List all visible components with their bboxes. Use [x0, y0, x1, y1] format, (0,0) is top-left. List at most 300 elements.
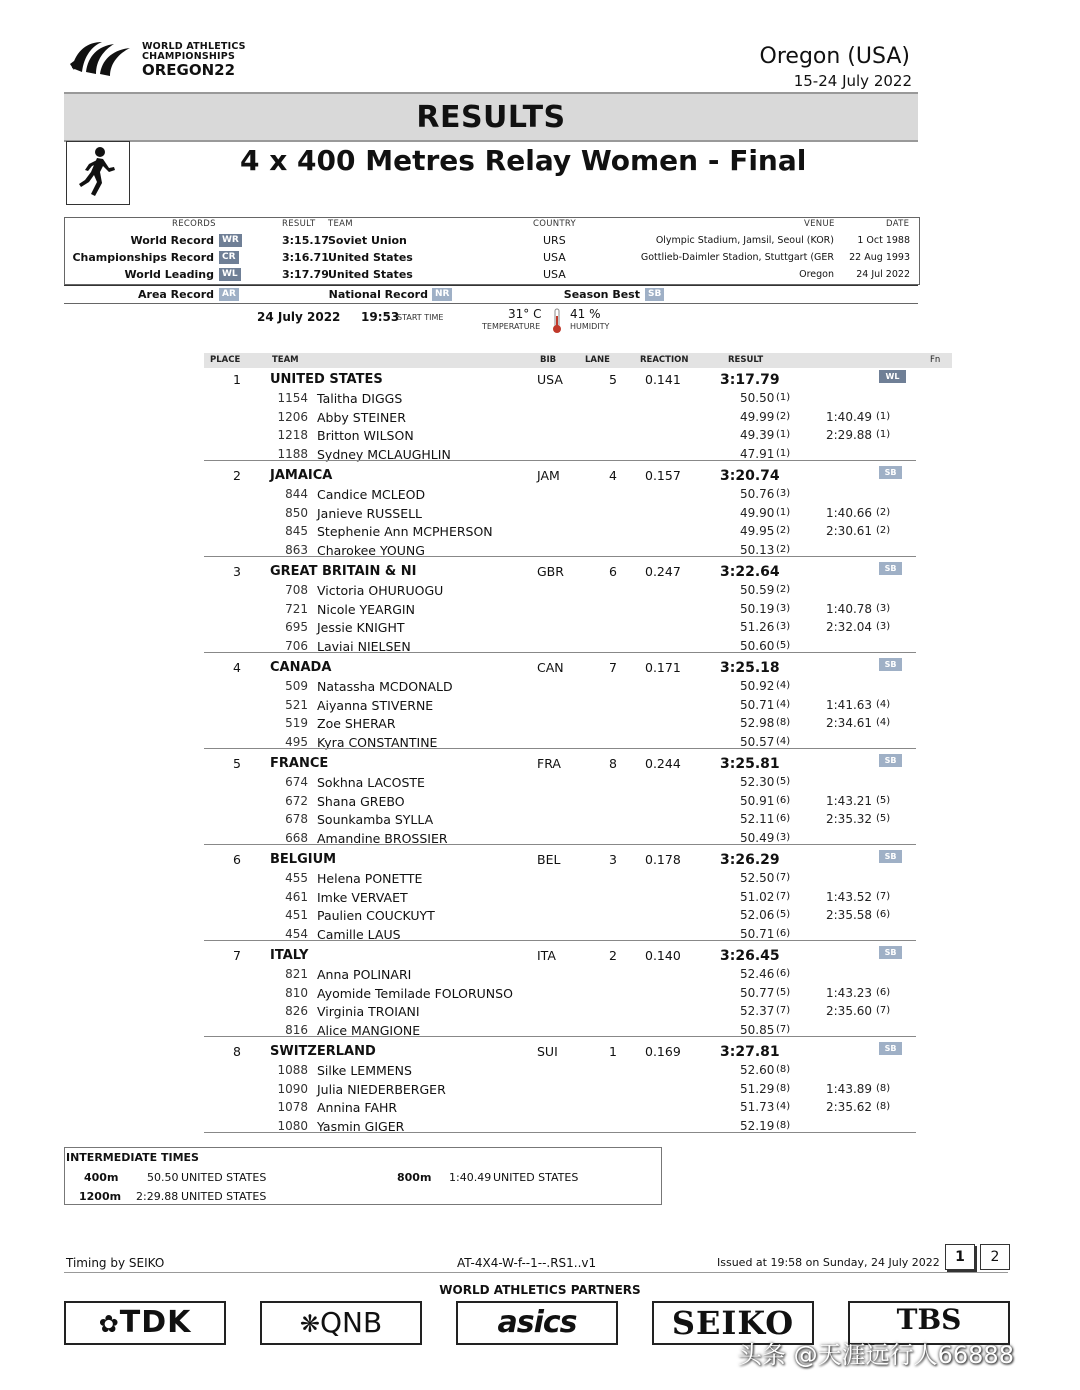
athlete-split-rank: (5) [776, 639, 791, 651]
record-country: URS [543, 234, 566, 247]
athlete-cumulative-rank: (4) [876, 698, 891, 710]
athlete-bib: 1188 [277, 446, 308, 461]
athlete-cumulative-rank: (5) [876, 813, 891, 824]
athlete-bib: 845 [285, 524, 308, 538]
team-country-code: USA [537, 372, 563, 387]
athlete-split-rank: (1) [776, 506, 791, 518]
athlete-name: Ayomide Temilade FOLORUNSO [317, 985, 513, 1001]
athlete-bib: 821 [285, 967, 308, 981]
athlete-split: 49.39 [740, 428, 775, 442]
athlete-cumulative: 2:35.60 [826, 1004, 873, 1018]
athlete-split: 52.98 [740, 716, 775, 730]
team-reaction: 0.178 [645, 852, 681, 867]
records-header-country: COUNTRY [533, 219, 577, 229]
athlete-split: 51.29 [740, 1081, 775, 1096]
season-best-badge: SB [645, 288, 664, 301]
athlete-bib: 706 [285, 638, 308, 653]
championships-logo-text [142, 42, 246, 78]
record-result: 3:17.79 [282, 268, 329, 281]
athlete-split: 50.76 [740, 487, 775, 501]
athlete-name: Aiyanna STIVERNE [317, 697, 434, 713]
team-lane: 7 [609, 660, 617, 675]
intermediate-team: UNITED STATES [181, 1171, 267, 1184]
team-name: BELGIUM [270, 852, 337, 867]
athlete-name: Stephenie Ann MCPHERSON [317, 524, 493, 539]
athlete-name: Shana GREBO [317, 793, 405, 809]
athlete-split-rank: (7) [776, 890, 791, 902]
national-record-badge: NR [432, 288, 452, 301]
logo-line-3: OREGON22 [142, 61, 236, 79]
team-name: UNITED STATES [270, 372, 383, 387]
footer-divider [64, 1272, 1008, 1273]
athlete-cumulative: 2:35.32 [826, 812, 873, 826]
athlete-name: Imke VERVAET [317, 889, 408, 905]
athlete-name: Silke LEMMENS [317, 1063, 412, 1078]
team-record-badge: SB [879, 754, 902, 767]
team-country-code: FRA [537, 756, 561, 771]
athlete-cumulative-rank: (6) [876, 986, 891, 998]
athlete-split: 52.11 [740, 812, 775, 826]
records-header-result: RESULT [282, 219, 316, 229]
team-reaction: 0.140 [645, 948, 681, 963]
athlete-split-rank: (6) [776, 927, 791, 939]
team-name: JAMAICA [270, 468, 333, 483]
team-name: GREAT BRITAIN & NI [270, 564, 417, 579]
athlete-split: 49.90 [740, 505, 775, 520]
athlete-name: Amandine BROSSIER [317, 830, 448, 846]
athlete-name: Sydney MCLAUGHLIN [317, 446, 451, 462]
athlete-split: 52.37 [740, 1004, 775, 1018]
athlete-split-rank: (2) [776, 410, 791, 422]
event-date: 24 July 2022 [257, 310, 341, 324]
athlete-split: 50.59 [740, 583, 775, 597]
team-country-code: JAM [537, 468, 560, 483]
record-code-badge: CR [219, 251, 239, 264]
team-name: SWITZERLAND [270, 1044, 376, 1059]
athlete-split-rank: (6) [776, 794, 791, 806]
team-lane: 5 [609, 372, 617, 387]
season-best-label: Season Best [563, 288, 640, 301]
intermediate-distance: 1200m [79, 1190, 122, 1203]
team-lane: 2 [609, 948, 617, 963]
athlete-cumulative-rank: (4) [876, 717, 891, 728]
record-venue: Oregon [799, 269, 834, 280]
team-lane: 8 [609, 756, 617, 771]
athlete-name: Candice MCLEOD [317, 487, 426, 502]
athlete-split: 52.60 [740, 1063, 775, 1077]
team-name: CANADA [270, 660, 332, 675]
athlete-cumulative-rank: (3) [876, 602, 891, 614]
team-result: 3:17.79 [720, 372, 780, 388]
athlete-bib: 1080 [277, 1118, 308, 1133]
results-table-header [204, 353, 952, 368]
humidity: 41 % [570, 307, 601, 321]
team-reaction: 0.141 [645, 372, 681, 387]
team-lane: 1 [609, 1044, 617, 1059]
timing-by: Timing by SEIKO [66, 1256, 165, 1270]
record-venue: Olympic Stadium, Jamsil, Seoul (KOR) [655, 235, 834, 246]
athlete-cumulative: 2:35.58 [826, 908, 873, 922]
team-separator [204, 748, 916, 749]
athlete-split: 52.50 [740, 871, 775, 885]
record-label: Championships Record [72, 251, 214, 264]
athlete-name: Natassha MCDONALD [317, 679, 453, 694]
athlete-name: Zoe SHERAR [317, 716, 396, 731]
athlete-cumulative-rank: (8) [876, 1101, 891, 1112]
athlete-name: Paulien COUCKUYT [317, 908, 435, 923]
athlete-split-rank: (6) [776, 968, 791, 979]
athlete-split: 52.19 [740, 1118, 775, 1133]
athlete-split: 51.73 [740, 1100, 775, 1114]
athlete-split-rank: (3) [776, 831, 791, 843]
athlete-split: 50.71 [740, 926, 775, 941]
results-title: RESULTS [416, 100, 566, 135]
intermediate-time: 1:40.49 [449, 1171, 492, 1184]
athlete-split-rank: (8) [776, 1064, 791, 1075]
athlete-split: 50.77 [740, 985, 775, 1000]
athlete-split: 52.06 [740, 908, 775, 922]
athlete-bib: 519 [285, 716, 308, 730]
athlete-bib: 509 [285, 679, 308, 693]
team-lane: 3 [609, 852, 617, 867]
athlete-name: Kyra CONSTANTINE [317, 734, 438, 750]
team-reaction: 0.171 [645, 660, 681, 675]
event-title: 4 x 400 Metres Relay Women - Final [240, 144, 807, 177]
athlete-cumulative: 2:34.61 [826, 716, 873, 730]
results-banner [64, 92, 918, 142]
athlete-cumulative-rank: (6) [876, 909, 891, 920]
team-separator [204, 844, 916, 845]
athlete-bib: 454 [285, 926, 308, 941]
team-reaction: 0.169 [645, 1044, 681, 1059]
athlete-split-rank: (4) [776, 1101, 791, 1112]
team-place: 1 [233, 372, 241, 387]
athlete-bib: 461 [285, 889, 308, 904]
team-separator [204, 1132, 916, 1133]
team-place: 4 [233, 660, 241, 675]
athlete-name: Charokee YOUNG [317, 542, 425, 558]
sponsor-tdk: ✿TDK [64, 1301, 226, 1345]
athlete-split: 51.02 [740, 889, 775, 904]
col-fn: Fn [930, 355, 941, 365]
watermark: 头条 @天涯远行人66888 [738, 1341, 1014, 1369]
athlete-split: 50.91 [740, 793, 775, 808]
athlete-split-rank: (1) [776, 392, 791, 403]
logo-line-2: CHAMPIONSHIPS [142, 51, 235, 62]
team-reaction: 0.244 [645, 756, 681, 771]
partners-title: WORLD ATHLETICS PARTNERS [439, 1283, 641, 1297]
athlete-split: 50.92 [740, 679, 775, 693]
athlete-name: Virginia TROIANI [317, 1004, 420, 1019]
athlete-split: 50.85 [740, 1022, 775, 1037]
humidity-label: HUMIDITY [570, 322, 610, 331]
team-result: 3:26.45 [720, 948, 780, 964]
athlete-bib: 1088 [277, 1063, 308, 1077]
record-code-badge: WL [219, 268, 241, 281]
athlete-split: 47.91 [740, 446, 775, 461]
records-header-team: TEAM [328, 219, 353, 229]
logo-line-1: WORLD ATHLETICS [142, 41, 246, 52]
athlete-cumulative-rank: (2) [876, 525, 891, 536]
athlete-cumulative: 1:43.21 [826, 793, 873, 808]
team-separator [204, 1036, 916, 1037]
athlete-bib: 521 [285, 697, 308, 712]
athlete-bib: 455 [285, 871, 308, 885]
record-country: USA [543, 268, 566, 281]
athlete-cumulative-rank: (3) [876, 621, 891, 632]
athlete-bib: 1154 [277, 391, 308, 405]
team-separator [204, 940, 916, 941]
athlete-bib: 1206 [277, 409, 308, 424]
intermediate-team: UNITED STATES [181, 1190, 267, 1203]
record-result: 3:16.71 [282, 251, 329, 264]
col-bib: BIB [540, 355, 557, 365]
record-date: 1 Oct 1988 [857, 235, 910, 246]
athlete-name: Laviai NIELSEN [317, 638, 411, 654]
athlete-name: Sounkamba SYLLA [317, 812, 434, 827]
athlete-split-rank: (5) [776, 776, 791, 787]
athlete-cumulative-rank: (7) [876, 1005, 891, 1016]
col-reaction: REACTION [640, 355, 689, 365]
athlete-split: 50.60 [740, 638, 775, 653]
record-label: World Leading [124, 268, 214, 281]
athlete-cumulative-rank: (8) [876, 1082, 891, 1094]
athlete-name: Sokhna LACOSTE [317, 775, 425, 790]
athlete-cumulative: 2:35.62 [826, 1100, 873, 1114]
team-country-code: SUI [537, 1044, 558, 1059]
team-result: 3:22.64 [720, 564, 780, 580]
athlete-split-rank: (1) [776, 447, 791, 459]
athlete-cumulative: 1:43.52 [826, 889, 873, 904]
athlete-bib: 810 [285, 985, 308, 1000]
sponsor-asics [456, 1301, 618, 1345]
athlete-cumulative: 1:43.89 [826, 1081, 873, 1096]
team-place: 5 [233, 756, 241, 771]
sponsor-qnb: ❋QNB [260, 1301, 422, 1345]
record-team: Soviet Union [328, 234, 407, 247]
sponsor-asics-label: asics [497, 1305, 577, 1340]
athlete-cumulative-rank: (5) [876, 794, 891, 806]
athlete-split-rank: (2) [776, 525, 791, 536]
intermediate-distance: 800m [397, 1171, 432, 1184]
team-separator [204, 460, 916, 461]
athlete-name: Abby STEINER [317, 409, 406, 425]
athlete-cumulative: 1:43.23 [826, 985, 873, 1000]
team-reaction: 0.247 [645, 564, 681, 579]
area-record-badge: AR [219, 288, 239, 301]
team-place: 3 [233, 564, 241, 579]
athlete-split: 52.30 [740, 775, 775, 789]
athlete-split-rank: (2) [776, 543, 791, 555]
team-place: 8 [233, 1044, 241, 1059]
athlete-split: 50.19 [740, 601, 775, 616]
athlete-split-rank: (3) [776, 488, 791, 499]
temperature-label: TEMPERATURE [482, 322, 541, 331]
athlete-bib: 695 [285, 620, 308, 634]
athlete-split: 50.50 [740, 391, 775, 405]
athlete-bib: 495 [285, 734, 308, 749]
athlete-split: 50.49 [740, 830, 775, 845]
team-record-badge: SB [879, 658, 902, 671]
athlete-bib: 672 [285, 793, 308, 808]
athlete-split-rank: (8) [776, 1082, 791, 1094]
athlete-name: Britton WILSON [317, 428, 414, 443]
records-header-date: DATE [886, 219, 910, 229]
athlete-split-rank: (4) [776, 698, 791, 710]
athlete-split-rank: (7) [776, 1005, 791, 1016]
team-country-code: ITA [537, 948, 556, 963]
athlete-split: 50.57 [740, 734, 775, 749]
athlete-split: 51.26 [740, 620, 775, 634]
records-header-records: RECORDS [172, 219, 216, 229]
athlete-split: 49.99 [740, 409, 775, 424]
thermometer-icon [552, 308, 562, 334]
team-separator [204, 652, 916, 653]
team-record-badge: SB [879, 1042, 902, 1055]
athlete-cumulative-rank: (1) [876, 410, 891, 422]
temperature: 31° C [508, 307, 542, 321]
record-date: 24 Jul 2022 [856, 269, 910, 280]
athlete-bib: 1218 [277, 428, 308, 442]
document-code: AT-4X4-W-f--1--.RS1..v1 [457, 1256, 597, 1270]
athlete-split-rank: (5) [776, 909, 791, 920]
team-separator [204, 556, 916, 557]
col-lane: LANE [585, 355, 610, 365]
team-place: 7 [233, 948, 241, 963]
intermediate-team: UNITED STATES [493, 1171, 579, 1184]
athlete-name: Nicole YEARGIN [317, 601, 415, 617]
athlete-split-rank: (7) [776, 872, 791, 883]
athlete-cumulative-rank: (1) [876, 429, 891, 440]
athlete-name: Victoria OHURUOGU [317, 583, 444, 598]
athlete-cumulative-rank: (2) [876, 506, 891, 518]
athlete-name: Janieve RUSSELL [317, 505, 423, 521]
col-result: RESULT [728, 355, 764, 365]
athlete-split-rank: (4) [776, 735, 791, 747]
athlete-bib: 826 [285, 1004, 308, 1018]
intermediate-time: 2:29.88 [136, 1190, 179, 1203]
team-name: ITALY [270, 948, 309, 963]
athlete-bib: 708 [285, 583, 308, 597]
team-lane: 6 [609, 564, 617, 579]
team-name: FRANCE [270, 756, 329, 771]
athlete-bib: 674 [285, 775, 308, 789]
record-team: United States [328, 268, 413, 281]
athlete-split-rank: (2) [776, 584, 791, 595]
team-record-badge: SB [879, 466, 902, 479]
team-reaction: 0.157 [645, 468, 681, 483]
team-place: 6 [233, 852, 241, 867]
team-record-badge: SB [879, 562, 902, 575]
athlete-split-rank: (4) [776, 680, 791, 691]
athlete-bib: 1078 [277, 1100, 308, 1114]
runner-pictogram-icon [66, 141, 130, 205]
record-team: United States [328, 251, 413, 264]
venue-dates: 15-24 July 2022 [793, 72, 912, 90]
athlete-name: Julia NIEDERBERGER [317, 1081, 446, 1097]
athlete-bib: 844 [285, 487, 308, 501]
team-result: 3:26.29 [720, 852, 780, 868]
athlete-name: Yasmin GIGER [317, 1118, 405, 1134]
col-place: PLACE [210, 355, 241, 365]
athlete-cumulative: 2:29.88 [826, 428, 873, 442]
athlete-bib: 451 [285, 908, 308, 922]
team-result: 3:25.81 [720, 756, 780, 772]
record-venue: Gottlieb-Daimler Stadion, Stuttgart (GER [640, 252, 834, 263]
athlete-cumulative-rank: (7) [876, 890, 891, 902]
athlete-cumulative: 2:32.04 [826, 620, 873, 634]
sponsor-qnb-label: QNB [319, 1306, 383, 1339]
athlete-bib: 850 [285, 505, 308, 520]
athlete-name: Anna POLINARI [317, 967, 412, 982]
athlete-split: 50.71 [740, 697, 775, 712]
athlete-cumulative: 1:41.63 [826, 697, 873, 712]
athlete-name: Talitha DIGGS [317, 391, 403, 406]
athlete-split-rank: (7) [776, 1023, 791, 1035]
record-label: World Record [130, 234, 214, 247]
athlete-name: Annina FAHR [317, 1100, 398, 1115]
athlete-bib: 721 [285, 601, 308, 616]
area-record-label: Area Record [138, 288, 214, 301]
team-result: 3:25.18 [720, 660, 780, 676]
team-result: 3:27.81 [720, 1044, 780, 1060]
start-time-label: START TIME [397, 313, 444, 322]
athlete-name: Helena PONETTE [317, 871, 423, 886]
athlete-split: 49.95 [740, 524, 775, 538]
col-team: TEAM [272, 355, 299, 365]
athlete-bib: 668 [285, 830, 308, 845]
athlete-bib: 1090 [277, 1081, 308, 1096]
athlete-cumulative: 1:40.66 [826, 505, 873, 520]
record-result: 3:15.17 [282, 234, 329, 247]
intermediate-times-title: INTERMEDIATE TIMES [66, 1151, 199, 1164]
team-record-badge: SB [879, 850, 902, 863]
team-record-badge: WL [879, 370, 906, 383]
sponsor-seiko-label: SEIKO [671, 1304, 795, 1342]
records-header-venue: VENUE [804, 219, 835, 229]
athlete-split-rank: (6) [776, 813, 791, 824]
championships-logo-icon [68, 38, 138, 80]
team-country-code: BEL [537, 852, 561, 867]
team-country-code: GBR [537, 564, 564, 579]
intermediate-time: 50.50 [147, 1171, 179, 1184]
athlete-cumulative: 2:30.61 [826, 524, 873, 538]
sponsor-tbs-label: TBS [896, 1303, 962, 1336]
page-current[interactable]: 1 [945, 1244, 975, 1270]
athlete-bib: 863 [285, 542, 308, 557]
intermediate-distance: 400m [84, 1171, 119, 1184]
athlete-name: Jessie KNIGHT [317, 620, 405, 635]
venue-city: Oregon (USA) [759, 44, 910, 69]
team-place: 2 [233, 468, 241, 483]
athlete-bib: 816 [285, 1022, 308, 1037]
start-time: 19:53 [361, 310, 400, 324]
sponsor-tdk-label: TDK [119, 1305, 192, 1340]
athlete-cumulative: 1:40.49 [826, 409, 873, 424]
athlete-split: 52.46 [740, 967, 775, 981]
team-lane: 4 [609, 468, 617, 483]
athlete-split-rank: (1) [776, 429, 791, 440]
team-country-code: CAN [537, 660, 564, 675]
athlete-bib: 678 [285, 812, 308, 826]
record-country: USA [543, 251, 566, 264]
athlete-cumulative: 1:40.78 [826, 601, 873, 616]
team-result: 3:20.74 [720, 468, 780, 484]
page-total[interactable]: 2 [980, 1244, 1010, 1270]
national-record-label: National Record [328, 288, 428, 301]
team-record-badge: SB [879, 946, 902, 959]
record-code-badge: WR [219, 234, 242, 247]
